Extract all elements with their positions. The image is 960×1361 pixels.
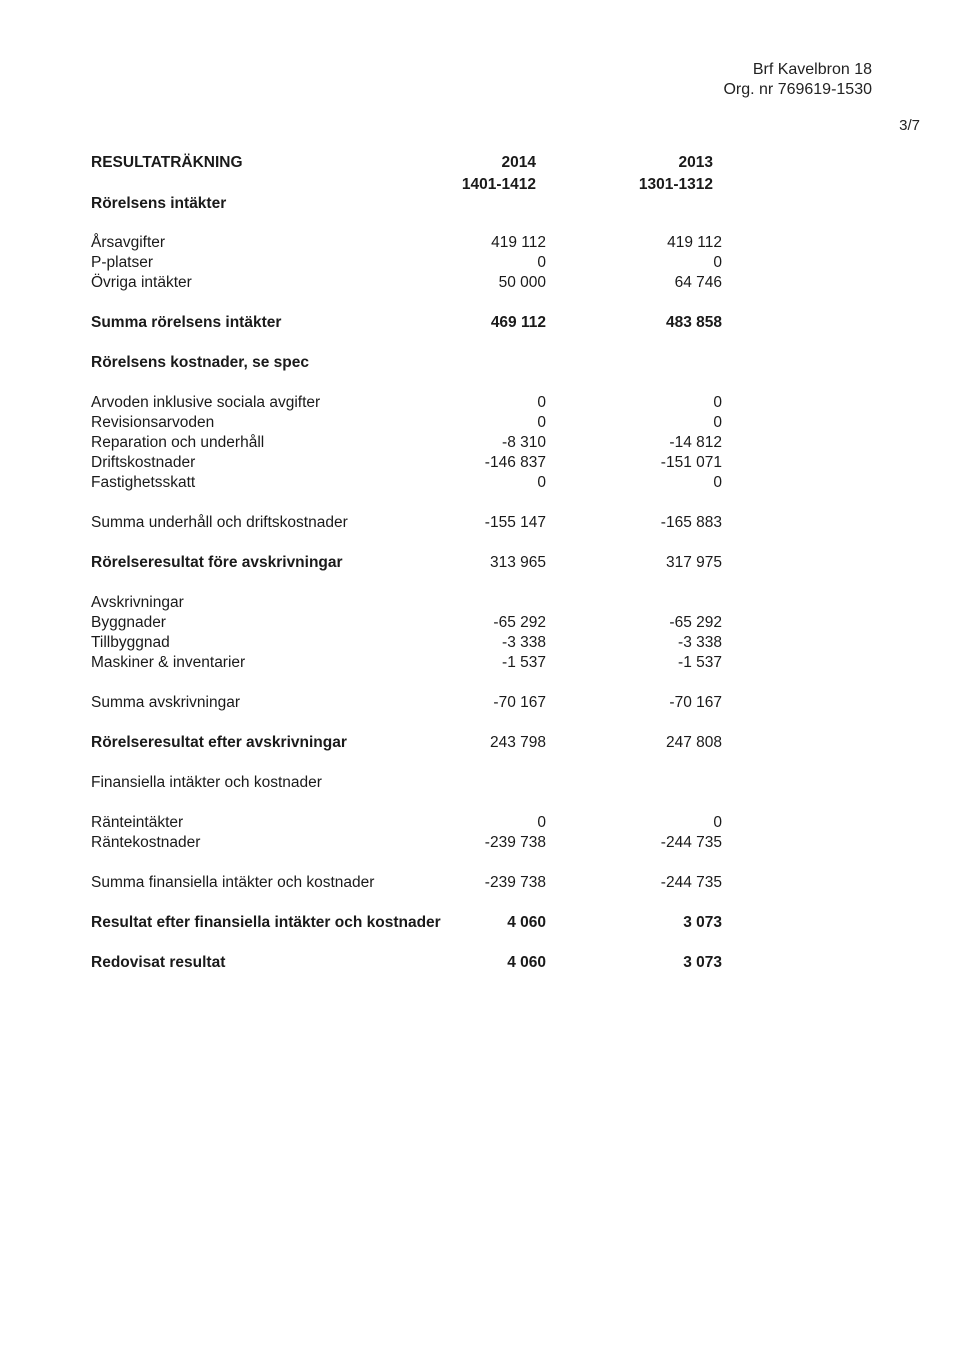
row-label: Fastighetsskatt: [91, 474, 196, 491]
row-label: Revisionsarvoden: [91, 414, 215, 431]
section-heading-intakter: [91, 194, 731, 214]
period-row: [91, 175, 731, 195]
value-2013: -1 537: [678, 654, 722, 671]
row-reparation: [91, 433, 731, 453]
value-2013: 0: [713, 414, 722, 431]
section-heading-avskrivningar: [91, 593, 731, 613]
row-redovisat-resultat: [91, 953, 731, 973]
value-2014: 419 112: [491, 234, 546, 251]
value-2013: 3 073: [683, 954, 722, 971]
row-summa-finansiella: [91, 873, 731, 893]
value-2014: -1 537: [502, 654, 546, 671]
row-label: Rörelseresultat före avskrivningar: [91, 554, 343, 571]
col-2014-year: 2014: [501, 154, 536, 171]
value-2013: 3 073: [683, 914, 722, 931]
row-label: Reparation och underhåll: [91, 434, 265, 451]
row-label: Årsavgifter: [91, 234, 166, 251]
value-2013: 0: [713, 474, 722, 491]
row-label: Summa avskrivningar: [91, 694, 241, 711]
row-revisionsarvoden: [91, 413, 731, 433]
col-2013-year: 2013: [678, 154, 713, 171]
col-2013-period: 1301-1312: [638, 176, 713, 193]
value-2014: -239 738: [484, 834, 546, 851]
section-heading-finansiella: [91, 773, 731, 793]
row-label: Rörelseresultat efter avskrivningar: [91, 734, 347, 751]
statement-title: RESULTATRÄKNING: [91, 154, 243, 171]
value-2013: 0: [713, 254, 722, 271]
row-label: Maskiner & inventarier: [91, 654, 246, 671]
value-2014: 4 060: [507, 914, 546, 931]
org-name: Brf Kavelbron 18: [752, 61, 872, 78]
row-summa-avskrivningar: [91, 693, 731, 713]
value-2013: -3 338: [678, 634, 722, 651]
value-2013: -244 735: [660, 834, 722, 851]
value-2014: 469 112: [490, 314, 546, 331]
row-label: P-platser: [91, 254, 154, 271]
row-label: Resultat efter finansiella intäkter och kostnader: [91, 914, 441, 931]
row-maskiner-inventarier: [91, 653, 731, 673]
value-2013: -151 071: [660, 454, 722, 471]
row-label: Arvoden inklusive sociala avgifter: [91, 394, 321, 411]
row-p-platser: [91, 253, 731, 273]
value-2014: -155 147: [484, 514, 546, 531]
value-2014: -65 292: [493, 614, 546, 631]
row-driftskostnader: [91, 453, 731, 473]
value-2014: 243 798: [489, 734, 546, 751]
value-2014: 0: [537, 814, 546, 831]
row-fastighetsskatt: [91, 473, 731, 493]
section-heading-label: Finansiella intäkter och kostnader: [91, 774, 322, 791]
row-label: Ränteintäkter: [91, 814, 184, 831]
row-label: Byggnader: [91, 614, 166, 631]
row-ovriga-intakter: [91, 273, 731, 293]
value-2014: -8 310: [502, 434, 546, 451]
row-summa-rorelsens-intakter: [91, 313, 731, 333]
value-2013: -65 292: [669, 614, 722, 631]
value-2013: 0: [713, 814, 722, 831]
row-label: Tillbyggnad: [91, 634, 170, 651]
row-tillbyggnad: [91, 633, 731, 653]
value-2013: -70 167: [669, 694, 722, 711]
section-heading-label: Rörelsens kostnader, se spec: [91, 354, 309, 371]
value-2013: 64 746: [674, 274, 722, 291]
value-2013: 247 808: [665, 734, 722, 751]
statement-header-row: [91, 153, 731, 173]
row-summa-underhall: [91, 513, 731, 533]
value-2014: 4 060: [507, 954, 546, 971]
row-label: Redovisat resultat: [91, 954, 226, 971]
value-2014: -3 338: [502, 634, 546, 651]
section-heading-kostnader: [91, 353, 731, 373]
row-byggnader: [91, 613, 731, 633]
row-ranteintakter: [91, 813, 731, 833]
row-resultat-efter-avskrivningar: [91, 733, 731, 753]
row-resultat-efter-finansiella: [91, 913, 731, 933]
value-2014: 313 965: [489, 554, 546, 571]
value-2014: 50 000: [498, 274, 546, 291]
org-number: Org. nr 769619-1530: [723, 81, 872, 98]
value-2013: 317 975: [665, 554, 722, 571]
value-2014: -70 167: [493, 694, 546, 711]
row-label: Summa rörelsens intäkter: [91, 314, 282, 331]
row-label: Räntekostnader: [91, 834, 201, 851]
org-header: [723, 60, 872, 100]
row-label: Driftskostnader: [91, 454, 196, 471]
page-number: 3/7: [899, 117, 920, 134]
value-2013: 419 112: [667, 234, 722, 251]
value-2014: -239 738: [484, 874, 546, 891]
value-2013: -14 812: [669, 434, 722, 451]
row-label: Summa underhåll och driftskostnader: [91, 514, 348, 531]
row-arsavgifter: [91, 233, 731, 253]
value-2014: 0: [537, 474, 546, 491]
value-2014: -146 837: [484, 454, 546, 471]
value-2013: -244 735: [660, 874, 722, 891]
row-label: Summa finansiella intäkter och kostnader: [91, 874, 375, 891]
col-2014-period: 1401-1412: [461, 176, 536, 193]
section-heading-label: Avskrivningar: [91, 594, 184, 611]
value-2014: 0: [537, 254, 546, 271]
section-heading-label: Rörelsens intäkter: [91, 195, 227, 212]
row-arvoden: [91, 393, 731, 413]
row-rantekostnader: [91, 833, 731, 853]
value-2013: 0: [713, 394, 722, 411]
row-resultat-fore-avskrivningar: [91, 553, 731, 573]
value-2014: 0: [537, 414, 546, 431]
value-2013: -165 883: [660, 514, 722, 531]
row-label: Övriga intäkter: [91, 274, 192, 291]
value-2013: 483 858: [665, 314, 722, 331]
value-2014: 0: [537, 394, 546, 411]
